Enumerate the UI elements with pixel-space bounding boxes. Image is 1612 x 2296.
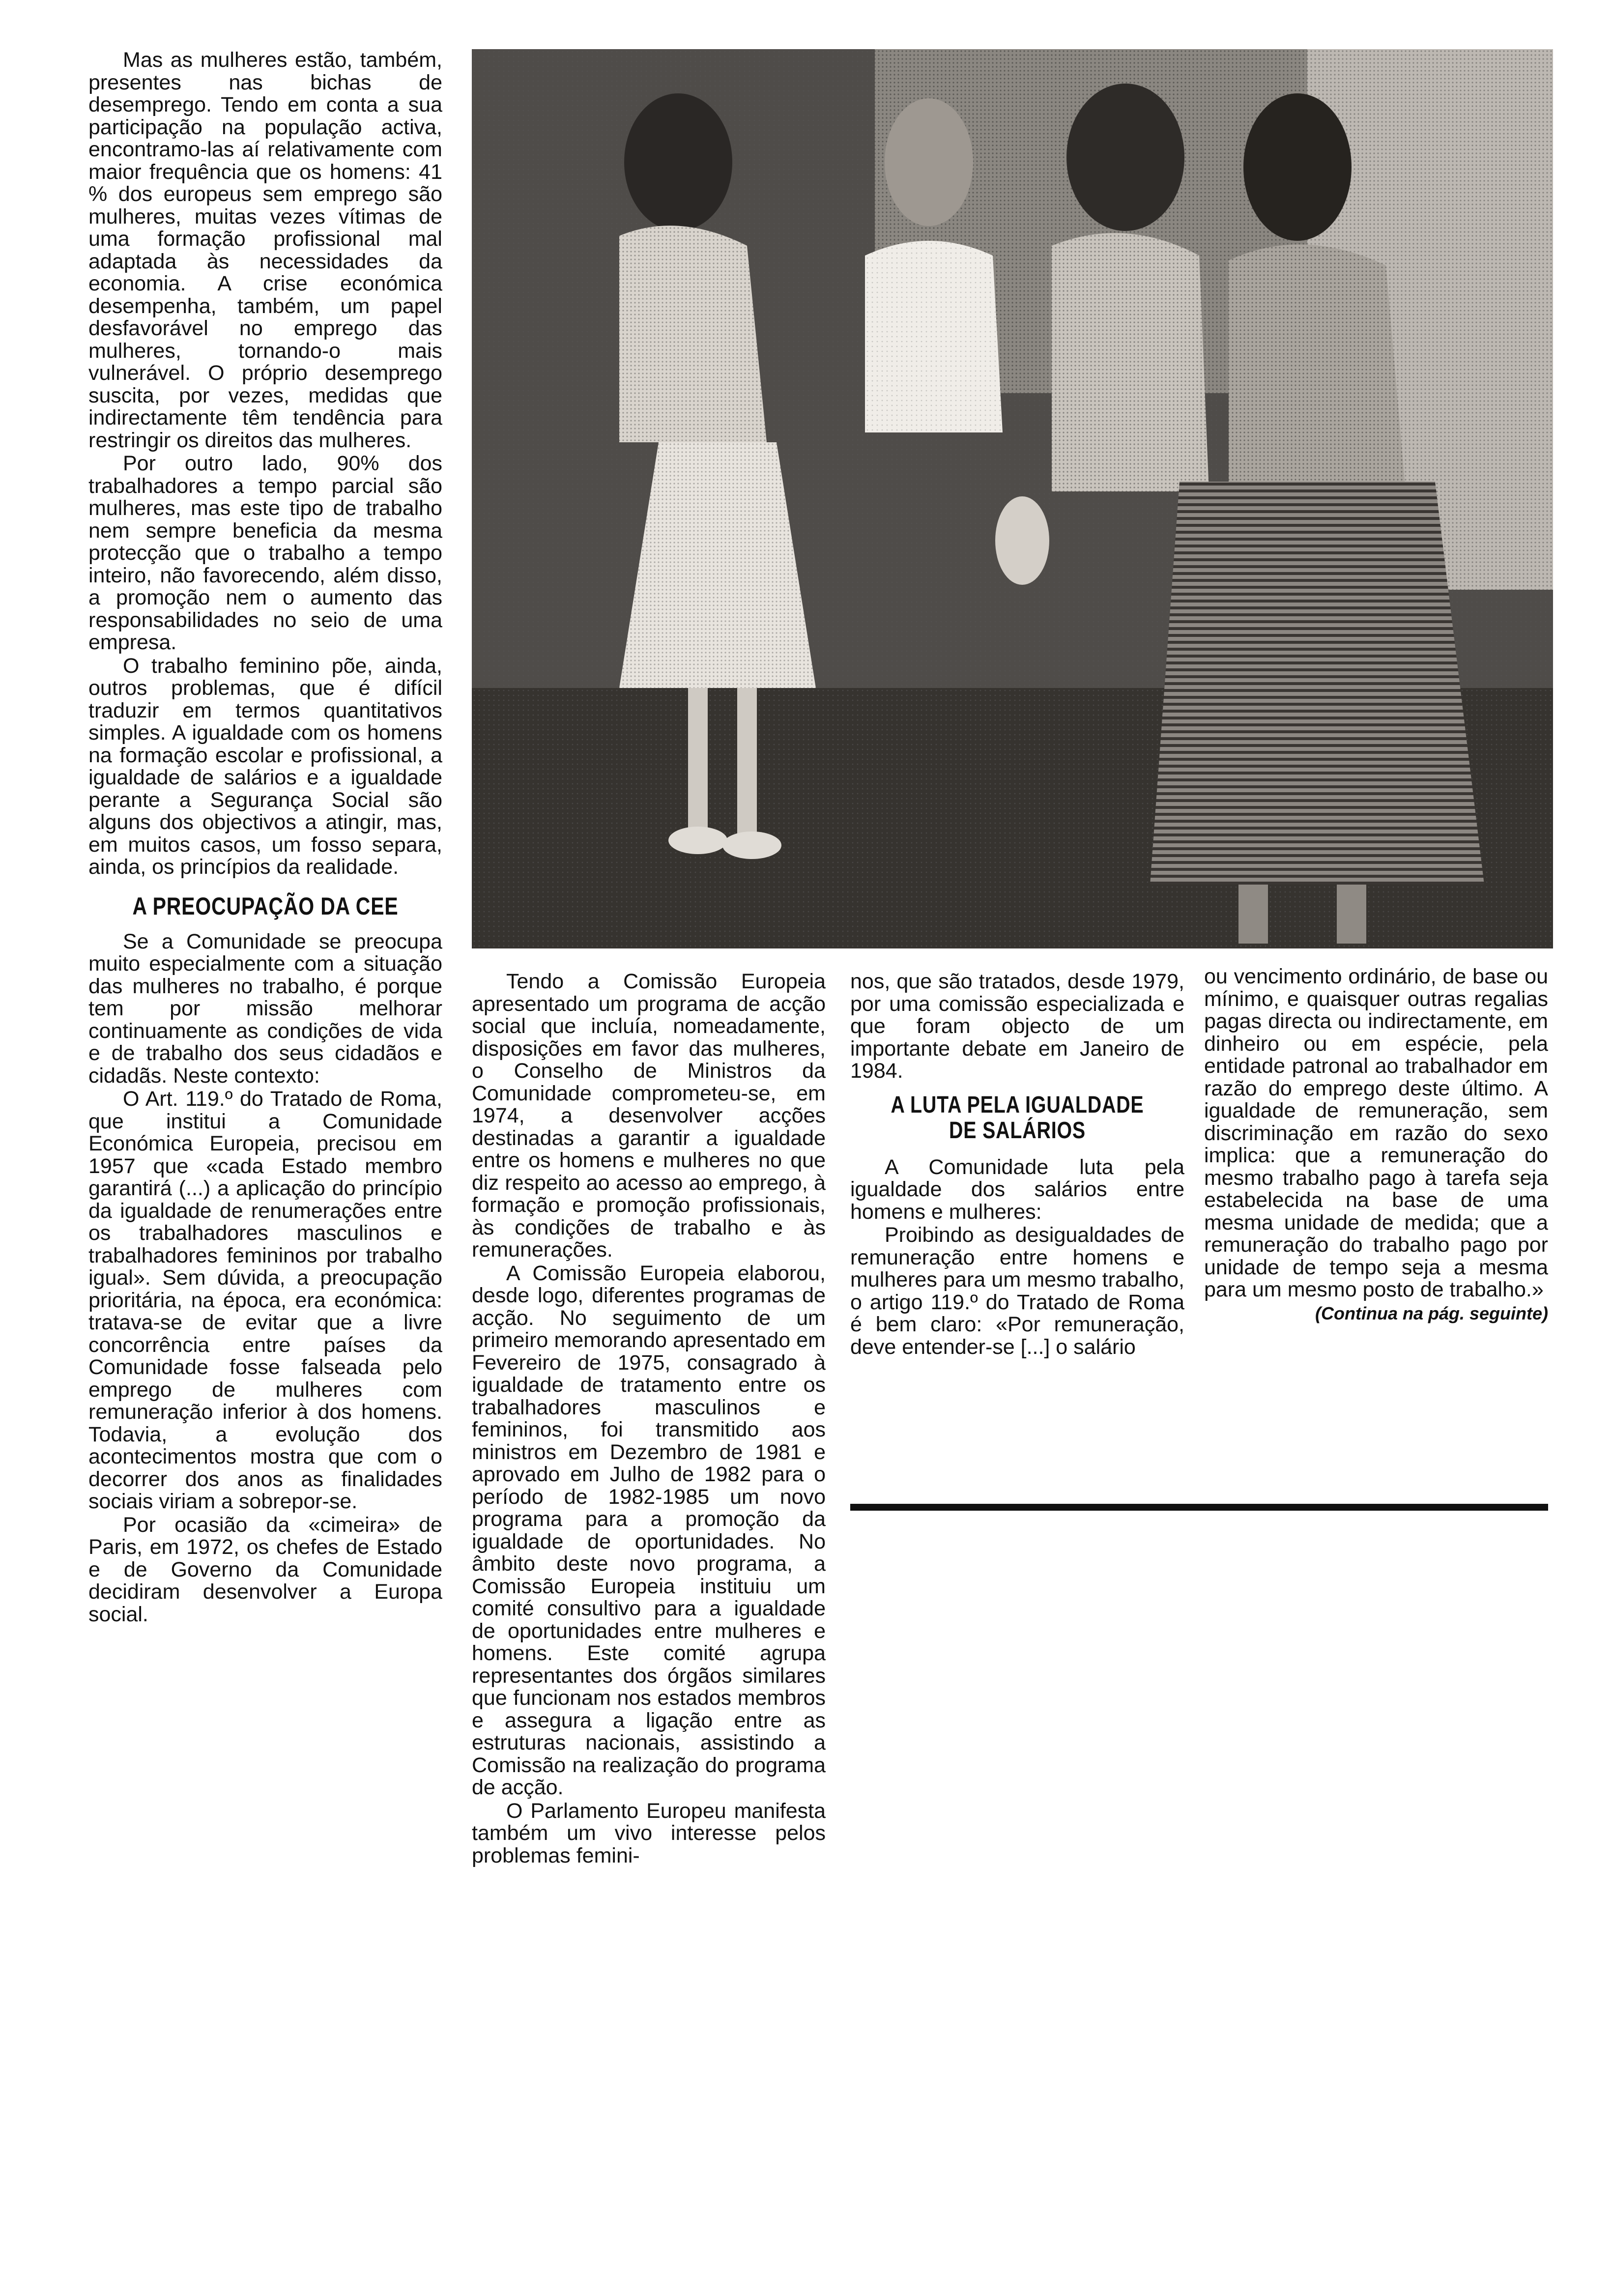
paragraph: Tendo a Comissão Europeia apresentado um programa de acção social que incluía, nomeadamente, disposições em favor das mulheres, o Conselho de Ministros da Comunidade comprometeu-se, em 1974, a desenvolver acções destinadas a garantir a igualdade entre os homens e mulheres no que diz respeito ao acesso ao emprego, à formação e promoção profissionais, às condições de trabalho e às remunerações. [472, 970, 826, 1262]
continuation-note: (Continua na pág. seguinte) [1315, 1303, 1548, 1323]
divider-rule [850, 1504, 1548, 1511]
paragraph: Mas as mulheres estão, também, presentes nas bichas de desemprego. Tendo em conta a sua participação na população activa, encontramo-las aí relativamente com maior frequência que os homens: 41 % dos europeus sem emprego são mulheres, muitas vezes vítimas de uma formação profissional mal adaptada às necessidades da economia. A crise económica desempenha, também, um papel desfavorável no emprego das mulheres, tornando-o mais vulnerável. O próprio desemprego suscita, por vezes, medidas que indirectamente têm tendência para restringir os direitos das mulheres. [88, 48, 442, 452]
paragraph: A Comissão Europeia elaborou, desde logo, diferentes programas de acção. No seguimento de um primeiro memorando apresentado em Fevereiro de 1975, consagrado à igualdade de tratamento entre os trabalhadores masculinos e femininos, foi transmitido aos ministros em Dezembro de 1981 e aprovado em Julho de 1982 para o período de 1982-1985 um novo programa para a promoção da igualdade de oportunidades. No âmbito deste novo programa, a Comissão Europeia instituiu um comité consultivo para a igualdade de oportunidades entre mulheres e homens. Este comité agrupa representantes dos órgãos similares que funcionam nos estados membros e assegura a ligação entre as estruturas nacionais, assistindo a Comissão na realização do programa de acção. [472, 1261, 826, 1799]
paragraph: Por ocasião da «cimeira» de Paris, em 1972, os chefes de Estado e de Governo da Comunidade decidiram desenvolver a Europa social. [88, 1513, 442, 1626]
paragraph: Se a Comunidade se preocupa muito especialmente com a situação das mulheres no trabalho, é porque tem por missão melhorar continuamente as condições de vida e de trabalho dos seus cidadãos e cidadãs. Neste contexto: [88, 929, 442, 1088]
paragraph: Proibindo as desigualdades de remuneração entre homens e mulheres para um mesmo trabalho, o artigo 119.º do Tratado de Roma é bem claro: «Por remuneração, deve entender-se [...] o salário [850, 1223, 1184, 1359]
paragraph: O Parlamento Europeu manifesta também um vivo interesse pelos problemas femini- [472, 1799, 826, 1867]
section-heading: A LUTA PELA IGUALDADE DE SALÁRIOS [891, 1091, 1144, 1144]
paragraph: ou vencimento ordinário, de base ou mínimo, e quaisquer outras regalias pagas directa ou indirectamente, em dinheiro ou em espécie, pela entidade patronal ao trabalhador em razão do emprego deste último. A igualdade de remuneração, sem discriminação em razão do sexo implica: que a remuneração do mesmo trabalho pago à tarefa seja estabelecida na base de uma mesma unidade de medida; que a remuneração do trabalho pago por unidade de tempo seja a mesma para um mesmo posto de trabalho.» [1204, 965, 1548, 1301]
section-heading: A PREOCUPAÇÃO DA CEE [132, 892, 399, 920]
article-column-2 [472, 971, 826, 1867]
paragraph: O trabalho feminino põe, ainda, outros problemas, que é difícil traduzir em termos quantitativos simples. A igualdade com os homens na formação escolar e profissional, a igualdade de salários e a igualdade perante a Segurança Social são alguns dos objectivos a atingir, mas, em muitos casos, um fosso separa, ainda, os princípios da realidade. [88, 654, 442, 879]
paragraph: A Comunidade luta pela igualdade dos salários entre homens e mulheres: [850, 1155, 1184, 1224]
photo-of-women-icon [472, 49, 1553, 948]
article-column-4 [1204, 966, 1548, 1324]
article-column-3 [850, 971, 1184, 1358]
paragraph: Por outro lado, 90% dos trabalhadores a tempo parcial são mulheres, mas este tipo de trabalho nem sempre beneficia da mesma protecção que o trabalho a tempo inteiro, não favorecendo, além disso, a promoção nem o aumento das responsabilidades no seio de uma empresa. [88, 452, 442, 654]
paragraph: nos, que são tratados, desde 1979, por uma comissão especializada e que foram objecto de um importante debate em Janeiro de 1984. [850, 970, 1184, 1083]
paragraph: O Art. 119.º do Tratado de Roma, que institui a Comunidade Económica Europeia, precisou em 1957 que «cada Estado membro garantirá (...) a aplicação do princípio da igualdade de renumerações entre os trabalhadores masculinos e trabalhadores femininos por trabalho igual». Sem dúvida, a preocupação prioritária, na época, era económica: tratava-se de evitar que a livre concorrência entre países da Comunidade fosse falseada pelo emprego de mulheres com remuneração inferior à dos homens. Todavia, a evolução dos acontecimentos mostra que com o decorrer dos anos as finalidades sociais viriam a sobrepor-se. [88, 1087, 442, 1513]
article-column-1 [88, 49, 442, 1626]
article-photo [472, 49, 1553, 948]
